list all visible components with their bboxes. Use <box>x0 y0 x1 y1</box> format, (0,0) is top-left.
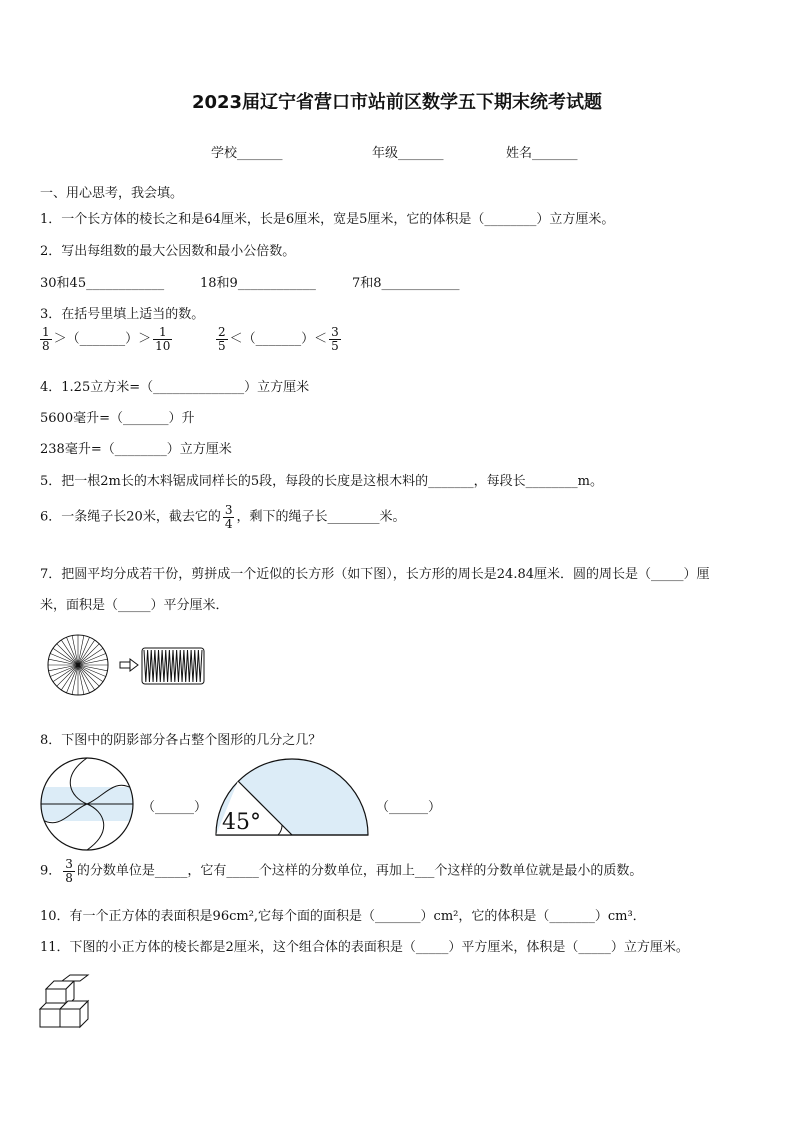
q3-blank-1: ＞（_______）＞ <box>53 331 152 347</box>
question-6: 6．一条绳子长20米，截去它的 $\frac{3}{4}$ ，剩下的绳子长________米。 <box>40 503 406 531</box>
fraction: $\frac{1}{10}$ <box>155 325 171 353</box>
question-2: 2．写出每组数的最大公因数和最小公倍数。 <box>40 244 296 259</box>
q3-inequality-1 <box>38 326 174 352</box>
q2-item-1: 30和45____________ <box>40 276 165 291</box>
approx-rectangle <box>142 648 204 684</box>
question-4c: 238毫升=（________）立方厘米 <box>40 442 232 457</box>
question-3: 3．在括号里填上适当的数。 <box>40 307 205 322</box>
arrow-icon <box>120 659 138 671</box>
divided-circle <box>48 635 108 695</box>
school-field: 学校_______ <box>211 146 283 161</box>
question-8: 8．下图中的阴影部分各占整个图形的几分之几？ <box>40 733 322 748</box>
question-1: 1．一个长方体的棱长之和是64厘米，长是6厘米，宽是5厘米，它的体积是（________）立方厘米。 <box>40 212 615 227</box>
question-7b: 米，面积是（_____）平分厘米． <box>40 598 229 613</box>
question-10: 10．有一个正方体的表面积是96cm²,它每个面的面积是（_______）cm²，它的体积是（_______）cm³． <box>40 909 646 924</box>
fraction: $\frac{3}{4}$ <box>224 503 233 531</box>
circle-to-rectangle-figure <box>44 632 204 702</box>
shaded-circle-figure <box>40 757 136 853</box>
grade-field: 年级_______ <box>372 146 444 161</box>
angle-label: 45° <box>222 810 261 835</box>
q8-blank-2: （______） <box>376 800 442 815</box>
question-7a: 7．把圆平均分成若干份，剪拼成一个近似的长方形（如下图），长方形的周长是24.84厘米．圆的周长是（_____）厘 <box>40 567 710 582</box>
zigzag <box>144 650 202 682</box>
question-11: 11．下图的小正方体的棱长都是2厘米，这个组合体的表面积是（_____）平方厘米，体积是（_____）立方厘米。 <box>40 940 689 955</box>
fraction: $\frac{3}{8}$ <box>65 857 73 885</box>
q2-item-2: 18和9____________ <box>200 276 316 291</box>
fraction: $\frac{3}{5}$ <box>331 325 339 353</box>
cube-assembly-figure <box>38 975 98 1031</box>
page-title: 2023届辽宁省营口市站前区数学五下期末统考试题 <box>191 92 603 113</box>
q3-inequality-2 <box>214 326 343 352</box>
q2-item-3: 7和8____________ <box>352 276 460 291</box>
question-5: 5．把一根2m长的木料锯成同样长的5段，每段的长度是这根木料的_______，每段长________m。 <box>40 474 603 489</box>
section-heading: 一、用心思考，我会填。 <box>40 186 184 201</box>
name-field: 姓名_______ <box>506 146 578 161</box>
question-9: 9． $\frac{3}{8}$ 的分数单位是_____，它有_____个这样的分数单位，再加上___个这样的分数单位就是最小的质数。 <box>40 857 643 885</box>
fraction: $\frac{2}{5}$ <box>218 325 226 353</box>
fraction: $\frac{1}{8}$ <box>42 325 50 353</box>
question-4a: 4．1.25立方米=（______________）立方厘米 <box>40 380 310 395</box>
question-4b: 5600毫升=（_______）升 <box>40 411 195 426</box>
q8-blank-1: （______） <box>142 800 208 815</box>
q3-blank-2: ＜（_______）＜ <box>229 331 328 347</box>
